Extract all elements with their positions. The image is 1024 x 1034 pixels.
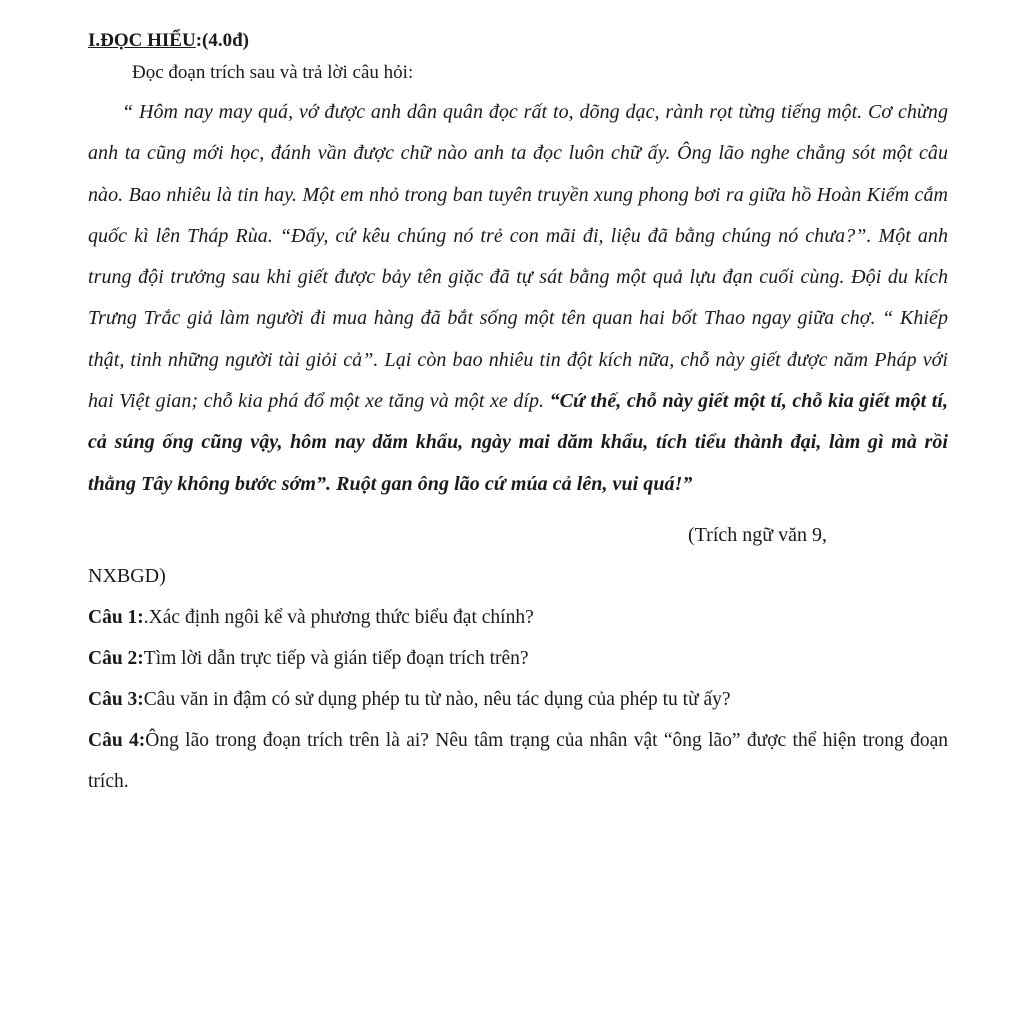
question-item — [88, 638, 948, 679]
excerpt-paragraph — [88, 92, 948, 505]
section-title — [88, 26, 948, 56]
reading-instruction: Đọc đoạn trích sau và trả lời câu hỏi: — [132, 62, 414, 83]
question-item — [88, 720, 948, 802]
question-text: Câu văn in đậm có sử dụng phép tu từ nào, nêu tác dụng của phép tu từ ấy? — [143, 688, 731, 710]
question-text: Ông lão trong đoạn trích trên là ai? Nêu tâm trạng của nhân vật “ông lão” được thể hiện trong đoạn trích. — [88, 729, 948, 792]
question-item — [88, 597, 948, 638]
question-list — [88, 597, 948, 802]
excerpt-text: “ Hôm nay may quá, vớ được anh dân quân đọc rất to, dõng dạc, rành rọt từng tiếng một. Cơ chừng anh ta cũng mới học, đánh vần được chữ nào anh ta đọc luôn chữ ấy. Ông lão nghe chẳng sót một câu nào. Bao nhiêu là tin hay. Một em nhỏ trong ban tuyên truyền xung phong bơi ra giữa hồ Hoàn Kiếm cắm quốc kì lên Tháp Rùa. “Đấy, cứ kêu chúng nó trẻ con mãi đi, liệu đã bằng chúng nó chưa?”. Một anh trung đội trưởng sau khi giết được bảy tên giặc đã tự sát bằng một quả lựu đạn cuối cùng. Đội du kích Trưng Trắc giả làm người đi mua hàng đã bắt sống một tên quan hai bốt Thao ngay giữa chợ. “ Khiếp thật, tinh những người tài giỏi cả”. Lại còn bao nhiêu tin đột kích nữa, chỗ này giết được năm Pháp với hai Việt gian; chỗ kia phá đổ một xe tăng và một xe díp. — [88, 101, 948, 413]
question-label: Câu 2: — [88, 647, 144, 669]
source-citation — [88, 515, 948, 597]
source-citation-part2: NXBGD) — [88, 564, 166, 587]
excerpt-bold-text: “Cứ thế, chỗ này giết một tí, chỗ kia giết một tí, cả súng ống cũng vậy, hôm nay dăm khẩu, ngày mai dăm khẩu, tích tiểu thành đại, làm gì mà rồi thằng Tây không bước sớm”. Ruột gan ông lão cứ múa cả lên, vui quá!” — [88, 390, 948, 495]
question-text: Tìm lời dẫn trực tiếp và gián tiếp đoạn trích trên? — [143, 647, 529, 669]
question-label: Câu 1: — [88, 606, 144, 628]
question-text: .Xác định ngôi kể và phương thức biểu đạt chính? — [143, 606, 534, 628]
question-label: Câu 3: — [88, 688, 144, 710]
source-citation-part1: (Trích ngữ văn 9, — [688, 523, 827, 546]
question-label: Câu 4: — [88, 729, 146, 751]
question-item — [88, 679, 948, 720]
section-title-main: I.ĐỌC HIỂU — [88, 30, 196, 51]
document-page — [88, 26, 948, 802]
section-title-score: :(4.0đ) — [195, 30, 249, 51]
